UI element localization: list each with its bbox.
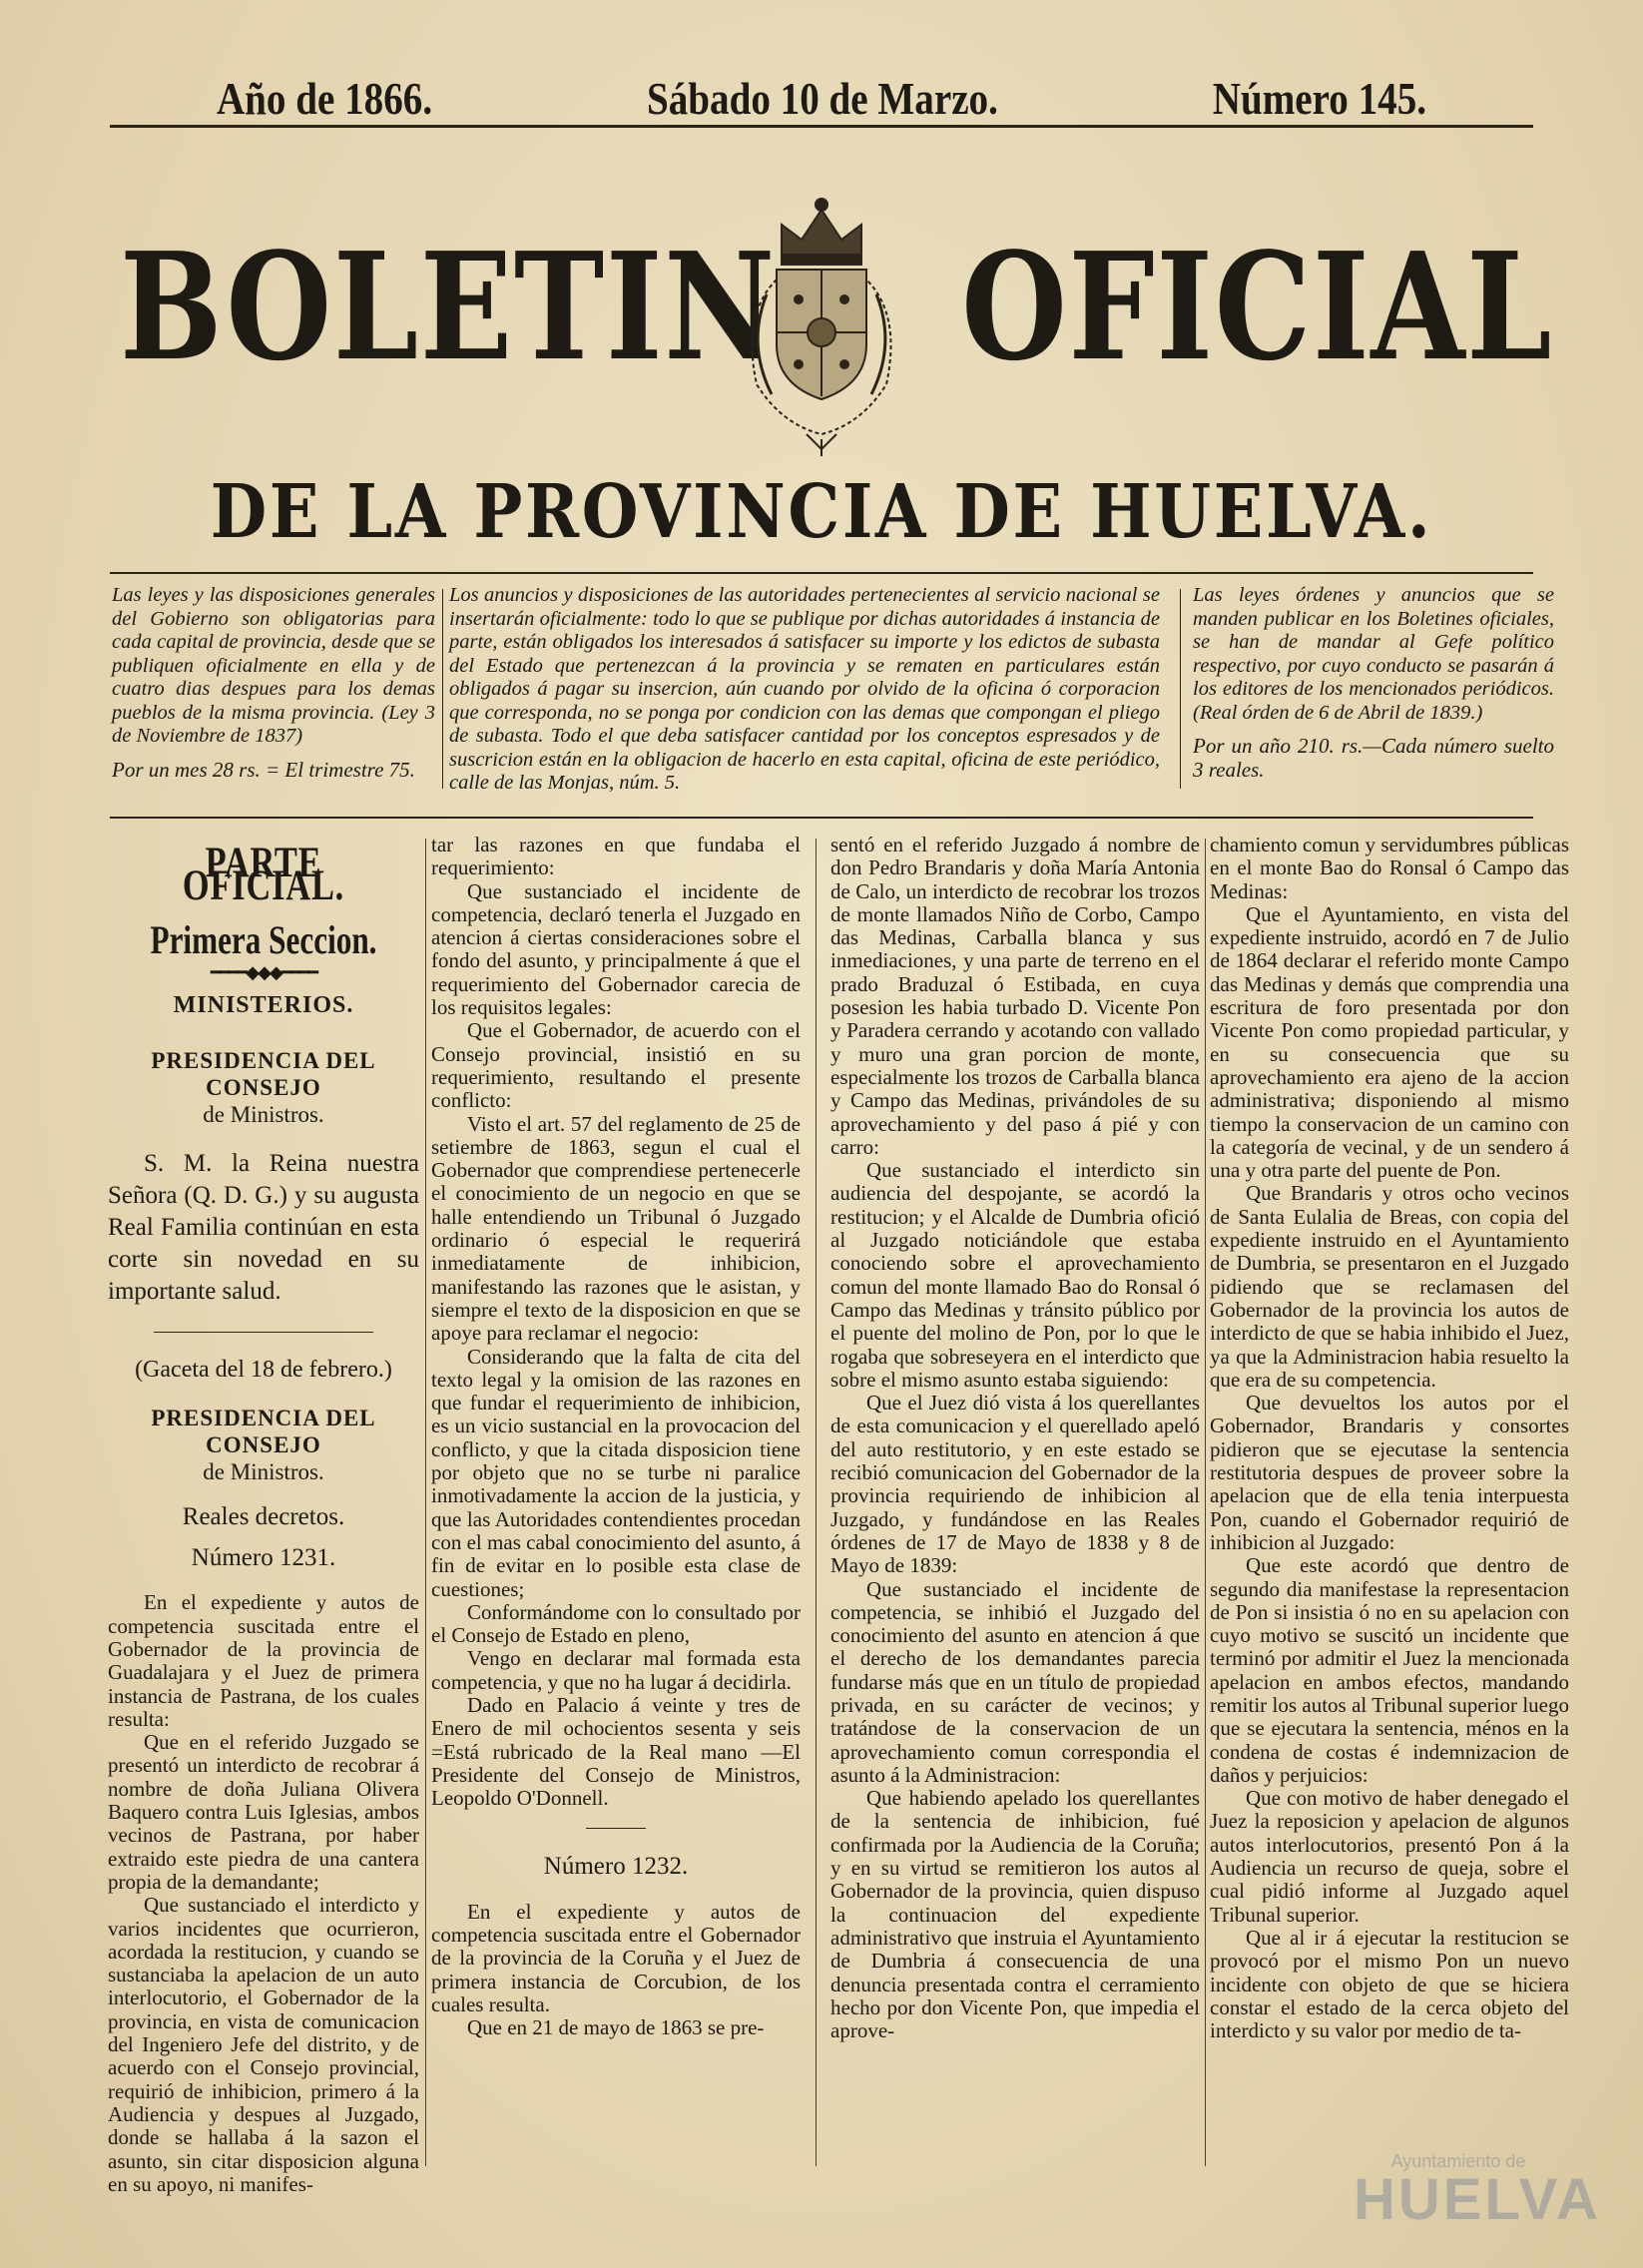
paragraph: Considerando que la falta de cita del texto legal y la omision de las razones en que fundar el requerimiento de inhibicion, es un vicio sustancial en la provocacion del conflicto, y que la citada disposicion tiene por objeto que no se turbe ni paralice inmotivadamente la accion de la justicia, y que las Autoridades contendientes procedan con el mas cabal conocimiento del asunto, á fin de evitar en lo posible esta clase de cuestiones; [431, 1344, 801, 1601]
decree-number: Número 1232. [543, 1853, 689, 1881]
column-1 [108, 834, 419, 2196]
issue-date: Sábado 10 de Marzo. [646, 73, 998, 124]
paragraph: Que sustanciado el incidente de competencia, declaró tenerla el Juzgado en atencion á ciertas consideraciones sobre el fondo del asunto, y principalmente á que el requerimiento del Gobernador carecia de los requisitos legales: [431, 878, 801, 1020]
notice-divider [442, 589, 443, 789]
masthead-rule [110, 572, 1533, 574]
notice-left [112, 584, 435, 782]
paragraph: Que Brandaris y otros ocho vecinos de Santa Eulalia de Breas, con copia del expediente instruido en el Ayuntamiento de Dumbria, se presentaron en el Juzgado pidiendo que se reclamasen del Gobernador de la provincia los autos de interdicto de que se habia inhibido el Juez, ya que la Administracion habia resuelto la que era de su competencia. [1210, 1181, 1569, 1392]
presidencia-heading: PRESIDENCIA DEL CONSEJO de Ministros. [151, 1048, 376, 1128]
paragraph: tar las razones en que fundaba el requerimiento: [431, 833, 801, 880]
ornament-divider: ━━━━◆◆◆━━━━ [210, 961, 317, 982]
notice-left-price: Por un mes 28 rs. = El trimestre 75. [112, 757, 415, 782]
ministerios-heading: MINISTERIOS. [173, 992, 354, 1019]
watermark-main: HUELVA [1354, 2167, 1601, 2232]
column-divider [425, 839, 426, 2166]
royal-crest-icon [727, 185, 916, 459]
archive-watermark [1354, 2151, 1601, 2232]
royal-health-notice: S. M. la Reina nuestra Señora (Q. D. G.) y su augusta Real Familia continúan en esta corte sin novedad en su importante salud. [108, 1150, 419, 1306]
notice-center [449, 584, 1160, 796]
short-rule [154, 1332, 373, 1333]
masthead-right: OFICIAL [961, 220, 1553, 393]
masthead-left: BOLETIN [120, 220, 777, 393]
masthead-subtitle: DE LA PROVINCIA DE HUELVA. [210, 469, 1433, 555]
paragraph: Que el Juez dió vista á los querellantes de esta comunicacion y el querellado apeló del auto restitutorio, y en este estado se recibió comunicacion del Gobernador de la provincia requiriendo de inhibicion al Juzgado, y fundándose en las Reales órdenes de 17 de Mayo de 1838 y 8 de Mayo de 1839: [830, 1391, 1200, 1578]
paragraph: Visto el art. 57 del reglamento de 25 de setiembre de 1863, segun el cual el Gobernador que comprendiese pertenecerle el conocimiento de un negocio en que se halle entendiendo un Tribunal ó Juzgado ordinario ó especial le requerirá inmediatamente de inhibicion, manifestando las razones que le asistan, y siempre el texto de la disposicion en que se apoye para reclamar el negocio: [431, 1111, 801, 1346]
paragraph: Que con motivo de haber denegado el Juez la reposicion y apelacion de algunos autos interlocutorios, presentó Pon á la Audiencia un recurso de queja, sobre el cual pidió informe al Juzgado aquel Tribunal superior. [1210, 1786, 1569, 1927]
notice-center-text: Los anuncios y disposiciones de las autoridades pertenecientes al servicio nacional se insertarán oficialmente: todo lo que se publique por dichas autoridades á instancia de parte, están obligados los interesados á satisfacer su importe y los edictos de subasta del Estado que pertenezcan á la provincia y se rematen en particulares están obligados á pagar su insercion, aún cuando por olvido de la oficina ó corporacion que corresponda, no se ponga por condicion con las demas que compongan el pliego de subasta. Todo el que deba satisfacer cantidad por los conceptos espresados y de suscricion están en la obligacion de hacerlo en esta capital, oficina de este periódico, calle de las Monjas, núm. 5. [449, 584, 1160, 794]
paragraph: Que en el referido Juzgado se presentó un interdicto de recobrar á nombre de doña Juliana Olivera Baquero contra Luis Iglesias, ambos vecinos de Pastrana, por haber extraido este piedra de una cantera propia de la demandante; [108, 1730, 419, 1894]
decree-number: Número 1231. [191, 1544, 336, 1572]
column-4 [1210, 834, 1569, 2042]
paragraph: Que el Gobernador, de acuerdo con el Consejo provincial, insistió en su requerimiento, resultando el presente conflicto: [431, 1018, 801, 1113]
paragraph: En el expediente y autos de competencia suscitada entre el Gobernador de la provincia de Guadalajara y el Juez de primera instancia de Pastrana, de los cuales resulta: [108, 1590, 419, 1731]
issue-number: Número 145. [1212, 73, 1427, 124]
column-divider [816, 839, 817, 2166]
paragraph: Que sustanciado el incidente de competencia, se inhibió el Juzgado del conocimiento del asunto en atencion á que el derecho de los demandantes parecia fundarse más que en un título de propiedad privada, en su carácter de vecinos; y tratándose de la conservacion de un aprovechamiento comun correspondia el asunto á la Administracion: [830, 1576, 1200, 1787]
gaceta-source: (Gaceta del 18 de febrero.) [135, 1357, 392, 1384]
paragraph: Conformándome con lo consultado por el Consejo de Estado en pleno, [431, 1599, 801, 1648]
presidencia-heading-2: PRESIDENCIA DEL CONSEJO de Ministros. [151, 1405, 376, 1484]
paragraph: Que habiendo apelado los querellantes de la sentencia de inhibicion, fué confirmada por la Audiencia de la Coruña; y en su virtud se remitieron los autos al Gobernador de la provincia, quien dispuso la continuacion del expediente administrativo que instruia el Ayuntamiento de Dumbria á consecuencia de una denuncia presentada contra el cerramiento hecho por don Vicente Pon, que impedia el aprove- [830, 1786, 1200, 2043]
paragraph: Dado en Palacio á veinte y tres de Enero de mil ochocientos sesenta y seis =Está rubricado de la Real mano —El Presidente del Consejo de Ministros, Leopoldo O'Donnell. [431, 1692, 801, 1811]
paragraph: chamiento comun y servidumbres públicas en el monte Bao do Ronsal ó Campo das Medinas: [1210, 833, 1569, 903]
column-divider [1205, 839, 1206, 2166]
paragraph: Que este acordó que dentro de segundo dia manifestase la representacion de Pon si insistia ó no en su apelacion con cuyo motivo se suscitó un incidente que terminó por admitir el Juez la mencionada apelacion en ambos efectos, mandando remitir los autos al Tribunal superior luego que se ejecutara la sentencia, ménos en la condena de costas é indemnizacion de daños y perjuicios: [1210, 1553, 1569, 1787]
paragraph: Que al ir á ejecutar la restitucion se provocó por el mismo Pon un nuevo incidente con objeto de que se hiciera constar el estado de la cerca objeto del interdicto y su valor por medio de ta- [1210, 1925, 1569, 2043]
issue-year: Año de 1866. [216, 73, 433, 124]
short-rule [586, 1828, 646, 1829]
paragraph: Que sustanciado el interdicto sin audiencia del despojante, se acordó la restitucion; y el Alcalde de Dumbria ofició al Juzgado noticiándole que estaba conociendo sobre el aprovechamiento comun del monte llamado Bao do Ronsal ó Campo das Medinas y tránsito público por el puente del molino de Pon, por lo que le rogaba que sobreseyera en el interdicto que sobre el mismo asunto estaba siguiendo: [830, 1158, 1200, 1392]
notice-right-price: Por un año 210. rs.—Cada número suelto 3 reales. [1193, 734, 1554, 782]
paragraph: Que devueltos los autos por el Gobernador, Brandaris y consortes pidieron que se ejecutase la sentencia restitutoria despues de proveer sobre la apelacion que de ella tenia interpuesta Pon, cuando el Gobernador requirió de inhibicion al Juzgado: [1210, 1391, 1569, 1554]
paragraph: Vengo en declarar mal formada esta competencia, y que no ha lugar á decidirla. [431, 1646, 801, 1694]
column-3 [830, 834, 1200, 2042]
notice-right [1193, 584, 1554, 782]
paragraph: Que sustanciado el interdicto y varios incidentes que ocurrieron, acordada la restitucion, y cuando se sustanciaba la apelacion de un auto interlocutorio, el Gobernador de la provincia, en vista de comunicacion del Ingeniero Jefe del distrito, y de acuerdo con el Consejo provincial, requirió de inhibicion, primero á la Audiencia y despues al Juzgado, donde se hallaba á la sazon el asunto, sin citar disposicion alguna en su apoyo, ni manifes- [108, 1893, 419, 2196]
reales-decretos-heading: Reales decretos. [182, 1502, 345, 1530]
section-subtitle: Primera Seccion. [150, 916, 377, 962]
section-title: PARTE OFICIAL. [182, 840, 345, 910]
paragraph: En el expediente y autos de competencia suscitada entre el Gobernador de la provincia de la Coruña y el Juez de primera instancia de Corcubion, de los cuales resulta. [431, 1899, 801, 2016]
notice-divider [1180, 589, 1181, 789]
paragraph: Que en 21 de mayo de 1863 se pre- [467, 2015, 765, 2040]
notice-rule [110, 817, 1533, 819]
notice-right-text: Las leyes órdenes y anuncios que se manden publicar en los Boletines oficiales, se han de mandar al Gefe político respectivo, por cuyo conducto se pasarán á los editores de los mencionados periódicos. (Real órden de 6 de Abril de 1839.) [1193, 584, 1554, 724]
column-2 [431, 834, 801, 2040]
paragraph: Que el Ayuntamiento, en vista del expediente instruido, acordó en 7 de Julio de 1864 declarar el referido monte Campo das Medinas y demás que comprendia una escritura de foro presentada por don Vicente Pon como propiedad particular, y en su consecuencia que su aprovechamiento era ajeno de la accion administrativa; disponiendo al mismo tiempo la conservacion de un camino con la categoría de vecinal, y de un sendero á una y otra parte del puente de Pon. [1210, 901, 1569, 1183]
watermark-sub: Ayuntamiento de [1390, 2151, 1526, 2171]
header-rule [110, 125, 1533, 128]
paragraph: sentó en el referido Juzgado á nombre de don Pedro Brandaris y doña María Antonia de Calo, un interdicto de recobrar los trozos de monte llamados Niño de Corbo, Campo das Medinas, Carballa blanca y sus inmediaciones, y una parte de terreno en el prado Braduzal ó Estibada, en cuya posesion les habia turbado D. Vicente Pon y Paradera cerrando y acotando con vallado y muro una gran porcion de monte, especialmente los trozos de Carballa blanca y Campo das Medinas, privándoles de su aprovechamiento y del paso á pié y con carro: [830, 833, 1200, 1159]
notice-left-text: Las leyes y las disposiciones generales del Gobierno son obligatorias para cada capital de provincia, desde que se publiquen oficialmente en ella y de cuatro dias despues para los demas pueblos de la misma provincia. (Ley 3 de Noviembre de 1837) [112, 584, 435, 747]
issue-header [217, 65, 1426, 125]
